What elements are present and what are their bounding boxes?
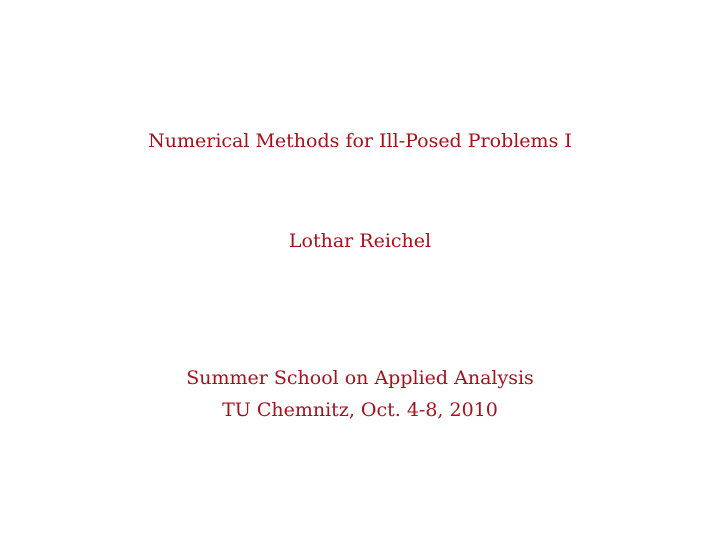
event-name: Summer School on Applied Analysis bbox=[186, 367, 534, 389]
author-name: Lothar Reichel bbox=[288, 230, 432, 252]
slide-title: Numerical Methods for Ill-Posed Problems I bbox=[148, 130, 572, 152]
event-location-date: TU Chemnitz, Oct. 4-8, 2010 bbox=[222, 399, 498, 421]
